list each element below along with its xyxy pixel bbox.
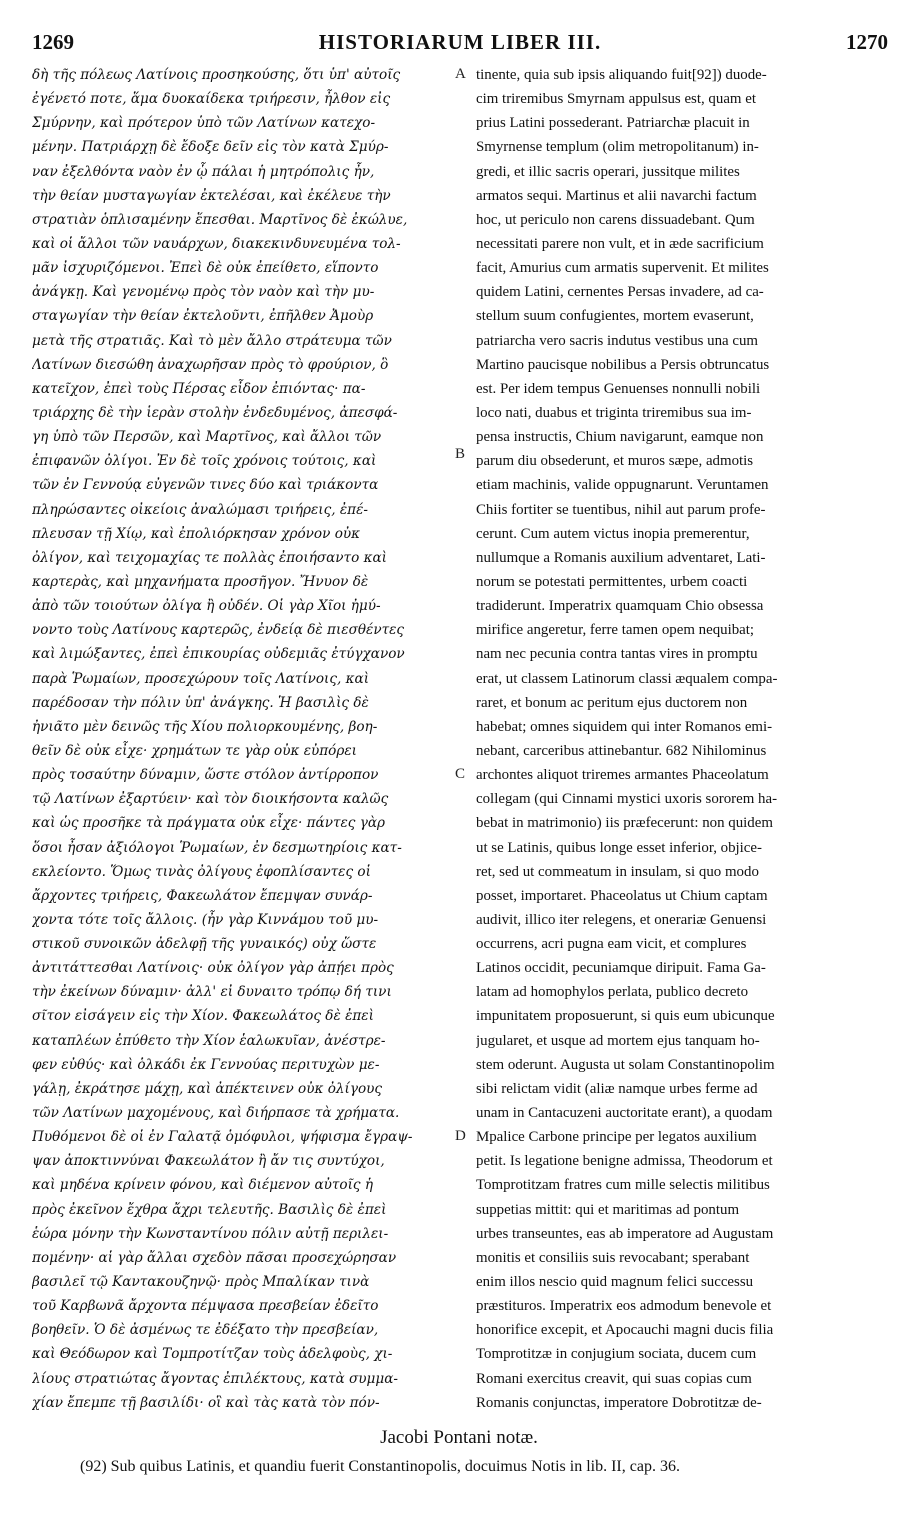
text-line: καὶ Θεόδωρον καὶ Τομπροτίτζαν τοὺς ἀδελφοὺς, χι- — [32, 1346, 393, 1363]
text-line: βοηθεῖν. Ὁ δὲ ἀσμένως τε ἐδέξατο τὴν πρεσβείαν, — [32, 1322, 379, 1339]
text-line: enim illos nescio quid magnum felici successu — [476, 1274, 754, 1291]
text-line: suppetias mittit: qui et maritimas ad pontum — [476, 1201, 740, 1218]
text-line: unam in Cantacuzeni auctoritate erant), a quodam — [476, 1105, 773, 1122]
text-line: prius Latini possederant. Patriarchæ placuit in — [476, 115, 750, 132]
text-line: nullumque a Romanis auxilium adventaret, Lati- — [476, 549, 766, 566]
text-line: ἀπὸ τῶν τοιούτων ὀλίγα ἢ οὐδέν. Οἱ γὰρ Χῖοι ἠμύ- — [32, 598, 381, 615]
text-line: petit. Is legatione benigne admissa, Theodorum et — [476, 1153, 773, 1170]
running-head — [32, 30, 888, 60]
greek-text-column — [32, 63, 458, 1415]
text-line: καταπλέων ἐπύθετο τὴν Χίον ἑαλωκυῖαν, ἀνέστρε- — [32, 1032, 386, 1049]
margin-letter-b: B — [455, 446, 466, 462]
text-line: στικοῦ συνοικῶν ἀδελφῇ τῆς γυναικός) οὐχ ὥστε — [32, 936, 377, 953]
text-line: tinente, quia sub ipsis aliquando fuit[92]) duode- — [476, 67, 767, 83]
text-line: mirifice angeretur, ferre tamen opem nequibat; — [476, 622, 755, 639]
margin-letter-d: D — [455, 1128, 466, 1144]
text-line: Πυθόμενοι δὲ οἱ ἐν Γαλατᾷ ὁμόφυλοι, ψήφισμα ἔγραψ- — [32, 1129, 413, 1146]
text-line: καὶ λιμώξαντες, ἐπεὶ ἐπικουρίας οὐδεμιᾶς ἐτύγχανον — [32, 646, 405, 663]
text-line: quidem Latini, cernentes Persas invadere, ad ca- — [476, 284, 764, 301]
text-line: στρατιὰν ὁπλισαμένην ἕπεσθαι. Μαρτῖνος δὲ ἐκώλυε, — [32, 211, 408, 228]
text-line: Romani exercitus creavit, qui suas copias cum — [476, 1370, 752, 1387]
text-line: τῷ Λατίνων ἐξαρτύειν· καὶ τὸν διοικήσοντα καλῶς — [32, 791, 389, 808]
text-line: præstituros. Imperatrix eos admodum benevole et — [476, 1298, 772, 1315]
text-line: Romanis conjunctas, imperatore Dobrotitzæ de- — [476, 1394, 762, 1411]
text-line: πρὸς τοσαύτην δύναμιν, ὥστε στόλον ἀντίρροπον — [32, 767, 379, 784]
text-line: archontes aliquot triremes armantes Phaceolatum — [476, 767, 769, 784]
text-line: armatos sequi. Martinus et alii navarchi factum — [476, 187, 757, 204]
notes-title: Jacobi Pontani notæ. — [380, 1427, 538, 1448]
text-line: ἐπιφανῶν ὀλίγοι. Ἐν δὲ τοῖς χρόνοις τούτοις, καὶ — [32, 453, 377, 470]
text-line: patriarcha vero sacris indutus vestibus una cum — [476, 332, 759, 349]
text-line: etiam machinis, valide oppugnarunt. Veruntamen — [476, 477, 769, 494]
text-line: θεῖν δὲ οὐκ εἶχε· χρημάτων τε γὰρ οὐκ εὐπόρει — [32, 742, 357, 759]
text-line: σταγωγίαν τὴν θείαν ἐκτελοῦντι, ἐπῆλθεν Ἀμοὺρ — [32, 308, 374, 325]
text-line: τὴν θείαν μυσταγωγίαν ἐκτελέσαι, καὶ ἐκέλευε τὴν — [32, 187, 391, 204]
text-line: πλευσαν τῇ Χίῳ, καὶ ἐπολιόρκησαν χρόνον οὐκ — [32, 525, 361, 542]
text-line: φεν εὐθύς· καὶ ὁλκάδι ἐκ Γεννούας περιτυχὼν με- — [32, 1056, 380, 1073]
text-line: honorifice excepit, et Apocauchi magni ducis filia — [476, 1322, 774, 1339]
text-line: pensa instructis, Chium navigarunt, eamque non — [476, 429, 764, 446]
text-line: norum se potestati permittentes, urbem coacti — [476, 573, 748, 590]
text-line: μᾶν ἰσχυριζόμενοι. Ἐπεὶ δὲ οὐκ ἐπείθετο, εἵποντο — [32, 260, 379, 277]
text-line: καὶ μηδένα κρίνειν φόνου, καὶ διέμενον αὐτοῖς ἡ — [32, 1177, 374, 1194]
footnote: (92) Sub quibus Latinis, et quandiu fuerit Constantinopolis, docuimus Notis in lib. II, cap. 36. — [80, 1458, 680, 1475]
text-line: Tomprotitzæ in conjugium sociata, ducem cum — [476, 1346, 757, 1363]
text-line: cim triremibus Smyrnam appulsus est, quam et — [476, 91, 756, 108]
text-line: monitis et consiliis suis revocabant; sperabant — [476, 1249, 750, 1266]
text-line: μένην. Πατριάρχῃ δὲ ἔδοξε δεῖν εἰς τὸν κατὰ Σμύρ- — [32, 139, 389, 156]
text-line: bebat in matrimonio) iis præfecerunt: non quidem — [476, 815, 773, 832]
text-line: Λατίνων διεσώθη ἀναχωρῆσαν πρὸς τὸ φρούριον, ὃ — [32, 356, 389, 373]
text-line: sibi relictam vidit (aliæ namque urbes ferme ad — [476, 1080, 758, 1097]
text-line: ἀντιτάττεσθαι Λατίνοις· οὐκ ὀλίγον γὰρ ἀπῄει πρὸς — [32, 960, 394, 977]
text-line: καὶ οἱ ἄλλοι τῶν ναυάρχων, διακεκινδυνευμένα τολ- — [32, 235, 401, 252]
text-line: ret, sed ut commeatum in insulam, si quo modo — [476, 863, 759, 880]
text-line: ἄρχοντες τριήρεις, Φακεωλάτον ἔπεμψαν συνάρ- — [32, 887, 373, 904]
text-line: Smyrnense templum (olim metropolitanum) in- — [476, 139, 759, 156]
text-line: gredi, et illic sacris operari, jussitque milites — [476, 163, 740, 180]
text-line: Chiis fortiter se tuentibus, nihil aut parum profe- — [476, 501, 766, 518]
text-line: ἑώρα μόνην τὴν Κωνσταντίνου πόλιν αὐτῇ περιλει- — [32, 1225, 389, 1242]
text-line: impunitatem proposuerunt, si quis eum ubicunque — [476, 1008, 775, 1025]
text-line: est. Per idem tempus Genuenses nonnulli nobili — [476, 380, 761, 397]
page-number-left: 1269 — [32, 30, 74, 54]
text-line: nebant, carceribus attinebantur. 682 Nihilominus — [476, 742, 767, 759]
margin-letter-c: C — [455, 766, 466, 782]
text-line: stellum suum confugientes, mortem evaserunt, — [476, 308, 754, 325]
text-line: τῶν Λατίνων μαχομένους, καὶ διήρπασε τὰ χρήματα. — [32, 1105, 400, 1122]
text-line: τὴν ἐκείνων δύναμιν· ἀλλ' εἰ δυναιτο τρόπῳ δή τινι — [32, 984, 392, 1001]
text-line: jugularet, et usque ad mortem ejus tanquam ho- — [476, 1032, 760, 1049]
text-line: ψαν ἀποκτιννύναι Φακεωλάτον ἢ ἄν τις συντύχοι, — [32, 1153, 385, 1170]
text-line: καρτερὰς, καὶ μηχανήματα προσῆγον. Ἤνυον δὲ — [32, 573, 369, 590]
text-line: νοντο τοὺς Λατίνους καρτερῶς, ἐνδείᾳ δὲ πιεσθέντες — [32, 622, 405, 639]
text-line: δὴ τῆς πόλεως Λατίνοις προσηκούσης, ὅτι ὑπ' αὐτοῖς — [32, 67, 401, 83]
text-line: loco nati, duabus et triginta triremibus sua im- — [476, 404, 752, 421]
text-line: ὀλίγον, καὶ τειχομαχίας τε πολλὰς ἐποιήσαντο καὶ — [32, 549, 388, 566]
text-line: facit, Amurius cum armatis supervenit. Et milites — [476, 260, 769, 277]
text-line: stem oderunt. Augusta ut solam Constantinopolim — [476, 1056, 775, 1073]
text-line: posset, importaret. Phaceolatus ut Chium captam — [476, 887, 768, 904]
text-line: Martino paucisque nobilibus a Persis obtruncatus — [476, 356, 770, 373]
text-line: εκλείοντο. Ὅμως τινὰς ὀλίγους ἐφοπλίσαντες οἱ — [32, 863, 371, 880]
text-line: πομένην· αἱ γὰρ ἄλλαι σχεδὸν πᾶσαι προσεχώρησαν — [32, 1249, 397, 1266]
text-line: ἠνιᾶτο μὲν δεινῶς τῆς Χίου πολιορκουμένης, βοη- — [32, 718, 378, 735]
text-line: cerunt. Cum autem victus inopia premerentur, — [476, 525, 750, 542]
text-line: ἐγένετό ποτε, ἅμα δυοκαίδεκα τριήρεσιν, ἦλθον εἰς — [32, 91, 391, 108]
text-line: Tomprotitzam fratres cum mille selectis militibus — [476, 1177, 770, 1194]
text-line: collegam (qui Cinnami mystici uxoris sororem ha- — [476, 791, 778, 808]
text-line: γάλῃ, ἐκράτησε μάχῃ, καὶ ἀπέκτεινεν οὐκ ὀλίγους — [32, 1080, 383, 1097]
text-line: παρὰ Ῥωμαίων, προσεχώρουν τοῖς Λατίνοις, καὶ — [32, 670, 370, 687]
text-line: πληρώσαντες οἰκείοις ἀναλώμασι τριήρεις, ἐπέ- — [32, 501, 368, 518]
text-line: τῶν ἐν Γεννούᾳ εὐγενῶν τινες δύο καὶ τριάκοντα — [32, 477, 379, 494]
text-line: habebat; omnes siquidem qui inter Romanos emi- — [476, 718, 773, 735]
text-line: urbes transeuntes, eas ab imperatore ad Augustam — [476, 1225, 774, 1242]
running-title: HISTORIARUM LIBER III. — [318, 30, 602, 54]
text-line: latam ad homophylos perlata, publico decreto — [476, 984, 749, 1001]
text-line: χίαν ἔπεμπε τῇ βασιλίδι· οἳ καὶ τὰς κατὰ τὸν πόν- — [32, 1394, 380, 1411]
text-line: χοντα τότε τοῖς ἄλλοις. (ἦν γὰρ Κιννάμου τοῦ μυ- — [32, 911, 379, 928]
text-line: πρὸς ἐκεῖνον ἔχθρα ἄχρι τελευτῆς. Βασιλὶς δὲ ἐπεὶ — [32, 1201, 387, 1218]
text-line: erat, ut classem Latinorum classi æqualem compa- — [476, 670, 778, 687]
text-line: ἀνάγκῃ. Καὶ γενομένῳ πρὸς τὸν ναὸν καὶ τὴν μυ- — [32, 284, 375, 301]
text-line: ut se Latinis, quibus longe esset inferior, objice- — [476, 839, 762, 856]
text-line: μετὰ τῆς στρατιᾶς. Καὶ τὸ μὲν ἄλλο στράτευμα τῶν — [32, 332, 392, 349]
text-line: raret, et bonum ac peritum ejus ductorem non — [476, 694, 748, 711]
text-line: tradiderunt. Imperatrix quamquam Chio obsessa — [476, 598, 764, 615]
text-line: σῖτον εἰσάγειν εἰς τὴν Χίον. Φακεωλάτος δὲ ἐπεὶ — [32, 1008, 374, 1025]
text-line: ὅσοι ἦσαν ἀξιόλογοι Ῥωμαίων, ἐν δεσμωτηρίοις κατ- — [32, 839, 402, 856]
text-line: occurrens, acri pugna eam vicit, et complures — [476, 936, 747, 953]
text-line: ναν ἐξελθόντα ναὸν ἐν ᾧ πάλαι ἡ μητρόπολις ἦν, — [32, 163, 375, 180]
text-line: γη ὑπὸ τῶν Περσῶν, καὶ Μαρτῖνος, καὶ ἄλλοι τῶν — [32, 429, 382, 446]
text-line: κατεῖχον, ἐπεὶ τοὺς Πέρσας εἶδον ἐπιόντας· πα- — [32, 380, 366, 397]
margin-letter-a: A — [455, 66, 466, 82]
text-line: audivit, illico iter relegens, et onerariæ Genuensi — [476, 911, 767, 928]
text-line: τριάρχης δὲ τὴν ἱερὰν στολὴν ἐνδεδυμένος, ἀπεσφά- — [32, 404, 398, 421]
latin-text-column — [476, 63, 888, 1415]
text-line: nam nec pecunia contra tantas vires in promptu — [476, 646, 758, 663]
text-line: parum diu obsederunt, et muros sæpe, admotis — [476, 453, 754, 470]
text-line: Σμύρνην, καὶ πρότερον ὑπὸ τῶν Λατίνων κατεχο- — [32, 115, 376, 132]
text-line: λίους στρατιώτας ἄγοντας ἐπιλέκτους, κατὰ συμμα- — [32, 1370, 398, 1387]
text-line: παρέδοσαν τὴν πόλιν ὑπ' ἀνάγκης. Ἡ βασιλὶς δὲ — [32, 694, 369, 711]
text-line: Mpalice Carbone principe per legatos auxilium — [476, 1129, 757, 1146]
text-line: Latinos occidit, pecuniamque diripuit. Fama Ga- — [476, 960, 766, 977]
text-line: καὶ ὡς προσῆκε τὰ πράγματα οὐκ εἶχε· πάντες γὰρ — [32, 815, 386, 832]
text-line: τοῦ Καρβωνᾶ ἄρχοντα πέμψασα πρεσβείαν ἐδεῖτο — [32, 1298, 379, 1315]
page-number-right: 1270 — [846, 30, 888, 54]
text-line: necessitati parere non vult, et in æde sacrificium — [476, 235, 764, 252]
text-line: βασιλεῖ τῷ Καντακουζηνῷ· πρὸς Μπαλίκαν τινὰ — [32, 1274, 370, 1291]
text-line: hoc, ut periculo non carens dissuadebant. Qum — [476, 211, 755, 228]
